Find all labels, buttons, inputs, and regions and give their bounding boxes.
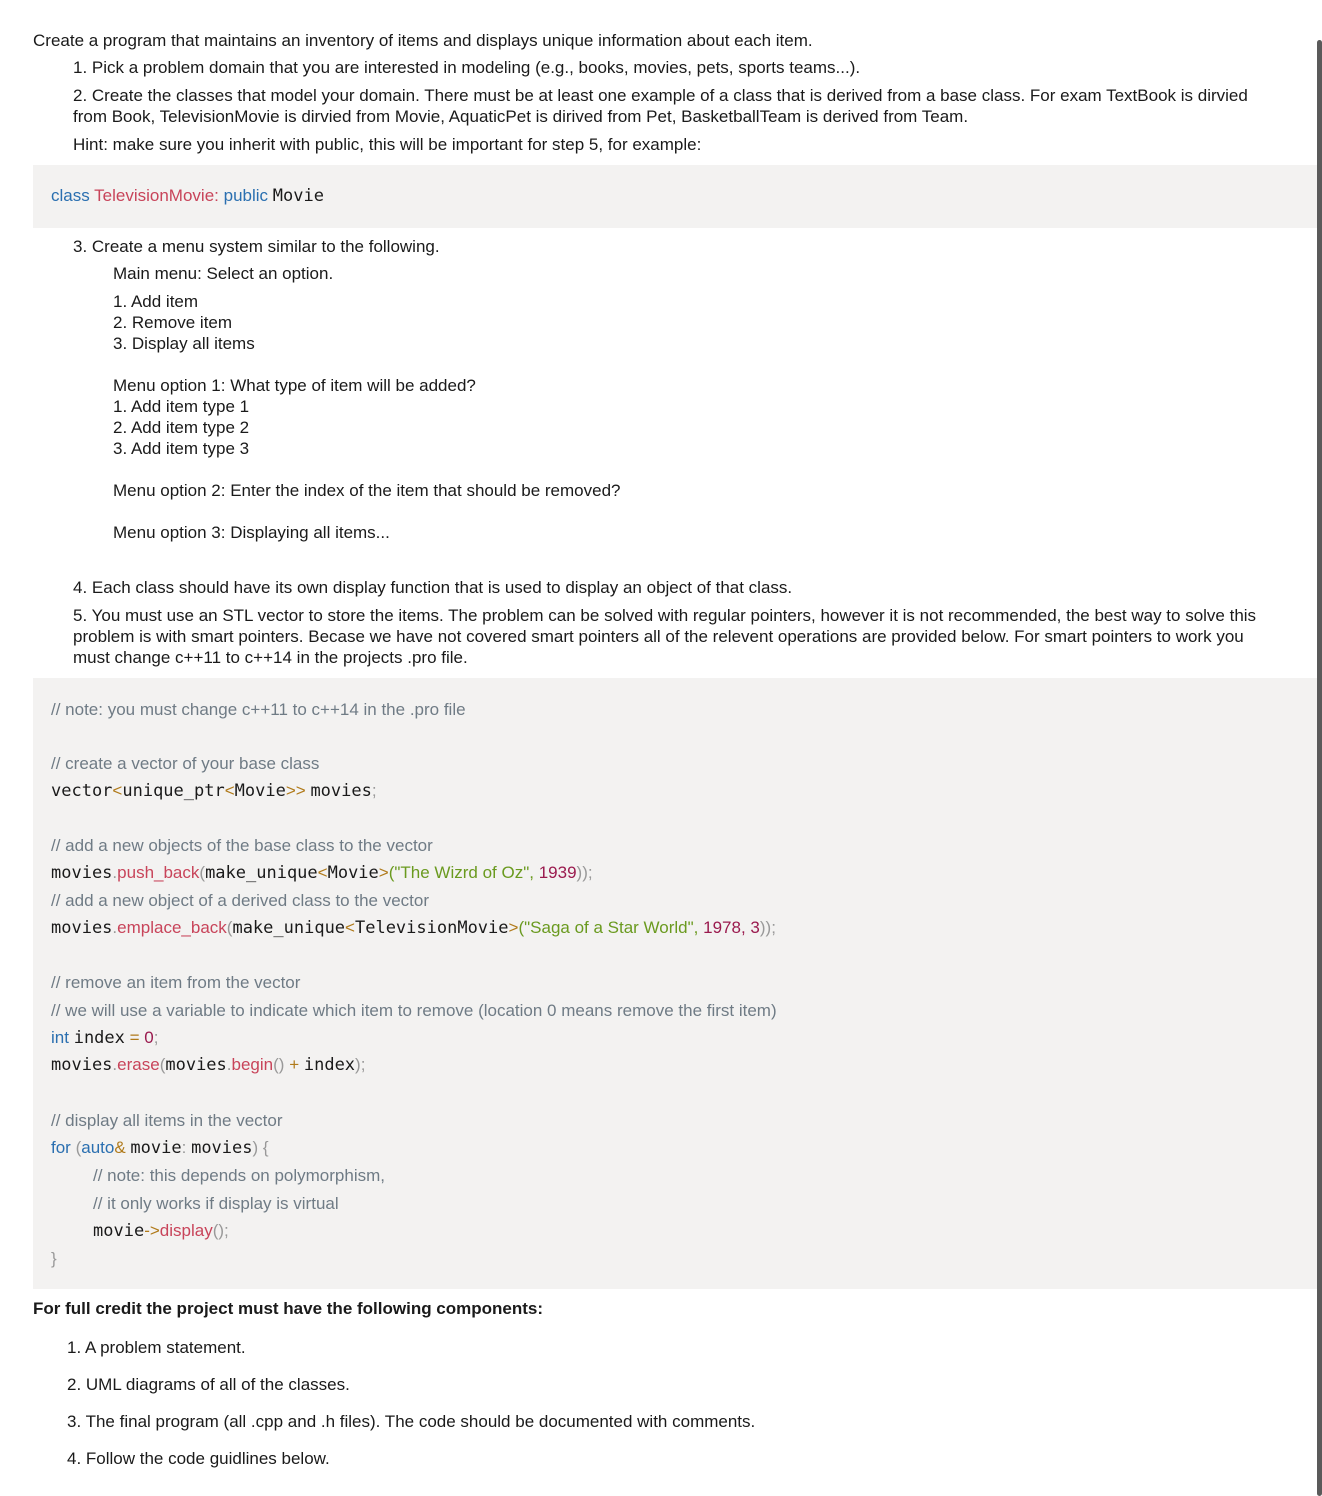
code-token: 1978, [703, 918, 746, 937]
window-edge [1317, 40, 1322, 1496]
code-token: { [262, 1138, 269, 1157]
code-keyword-class: class [51, 186, 90, 205]
code-token: + [289, 1055, 300, 1074]
step-4: 4. Each class should have its own display function that is used to display an object of that class. [73, 578, 793, 597]
code-comment: // display all items in the vector [51, 1111, 283, 1130]
code-token: movie [93, 1221, 145, 1241]
menu-option-2: Menu option 2: Enter the index of the item that should be removed? [113, 481, 621, 500]
code-token: ("Saga of a Star World", [518, 918, 699, 937]
code-line-vector-decl [51, 781, 377, 801]
step-1: 1. Pick a problem domain that you are interested in modeling (e.g., books, movies, pets, sports teams...). [73, 58, 861, 77]
code-line-push-back [51, 863, 593, 883]
code-token: = [129, 1028, 140, 1047]
code-token: movies [51, 1055, 113, 1075]
code-token: & [114, 1138, 126, 1157]
menu-main-item: 1. Add item [113, 292, 199, 311]
code-token: >> [285, 781, 306, 800]
code-token: . [112, 918, 118, 937]
code-comment: // add a new object of a derived class to the vector [51, 891, 429, 910]
intro-text: Create a program that maintains an inventory of items and displays unique information about each item. [33, 31, 813, 50]
step-5-line-3: must change c++11 to c++14 in the projects .pro file. [73, 648, 468, 667]
code-token: erase [117, 1055, 160, 1074]
code-token: ( [226, 918, 233, 937]
menu-main-item: 2. Remove item [113, 313, 233, 332]
menu-option-1-title: Menu option 1: What type of item will be added? [113, 376, 476, 395]
menu-option-1-item: 3. Add item type 3 [113, 439, 250, 458]
code-token: TelevisionMovie [354, 918, 509, 938]
credit-heading: For full credit the project must have the following components: [33, 1299, 544, 1318]
code-token: 1939 [538, 863, 577, 882]
code-token: } [51, 1249, 57, 1268]
code-token: )); [759, 918, 776, 937]
code-block-smart-pointers [33, 678, 1322, 1289]
code-line-display-call [93, 1221, 229, 1241]
code-token: ( [159, 1055, 166, 1074]
menu-main-title: Main menu: Select an option. [113, 264, 334, 283]
code-token: ) [252, 1138, 259, 1157]
code-line-int-index [51, 1028, 159, 1048]
code-token: movies [51, 918, 113, 938]
code-token: begin [231, 1055, 274, 1074]
step-2-line-1: 2. Create the classes that model your domain. There must be at least one example of a class that is derived from a base class. For exam TextBook is dirvied [73, 86, 1248, 105]
code-token: < [224, 781, 235, 800]
code-token: -> [144, 1221, 160, 1240]
code-token: emplace_back [117, 918, 227, 937]
code-comment: // note: you must change c++11 to c++14 in the .pro file [51, 700, 466, 719]
code-comment: // we will use a variable to indicate which item to remove (location 0 means remove the first item) [51, 1001, 777, 1020]
step-2-line-2: from Book, TelevisionMovie is dirvied from Movie, AquaticPet is dirived from Pet, BasketballTeam is derived from Team. [73, 107, 969, 126]
code-comment: // create a vector of your base class [51, 754, 320, 773]
code-line-erase [51, 1055, 365, 1075]
code-token: movies [165, 1055, 227, 1075]
code-class-name: TelevisionMovie: [94, 186, 219, 205]
code-line-class-decl [51, 186, 324, 206]
step-5-line-2: problem is with smart pointers. Becase we have not covered smart pointers all of the relevent operations are provided below. For smart pointers to work you [73, 627, 1244, 646]
code-token: movies [191, 1138, 253, 1158]
code-token: display [159, 1221, 213, 1240]
step-5-line-1: 5. You must use an STL vector to store the items. The problem can be solved with regular pointers, however it is not recommended, the best way to solve this [73, 606, 1257, 625]
code-token: ( [75, 1138, 82, 1157]
code-token: movies [310, 781, 372, 801]
code-token: vector [51, 781, 113, 801]
code-block-inheritance [33, 165, 1322, 228]
code-token: . [226, 1055, 232, 1074]
code-token: Movie [234, 781, 286, 801]
code-token: push_back [117, 863, 200, 882]
hint-text: Hint: make sure you inherit with public, this will be important for step 5, for example: [73, 135, 702, 154]
credit-item: 1. A problem statement. [67, 1338, 246, 1357]
code-token: . [112, 1055, 118, 1074]
menu-main-item: 3. Display all items [113, 334, 255, 353]
code-token: int [51, 1028, 69, 1047]
code-token: unique_ptr [122, 781, 225, 801]
credit-item: 4. Follow the code guidlines below. [67, 1449, 330, 1468]
code-token: index [303, 1055, 356, 1075]
code-comment: // note: this depends on polymorphism, [93, 1166, 385, 1185]
code-token: ; [371, 781, 377, 800]
code-token: < [345, 918, 355, 937]
code-token: . [112, 863, 118, 882]
code-token: < [317, 863, 328, 882]
menu-option-1-item: 2. Add item type 2 [113, 418, 250, 437]
code-line-emplace-back [51, 918, 776, 938]
code-comment: // add a new objects of the base class to the vector [51, 836, 433, 855]
code-token: ; [153, 1028, 159, 1047]
menu-option-3: Menu option 3: Displaying all items... [113, 523, 390, 542]
code-keyword-public: public [223, 186, 269, 205]
code-token: () [273, 1055, 285, 1074]
code-comment: // remove an item from the vector [51, 973, 301, 992]
menu-option-1-item: 1. Add item type 1 [113, 397, 250, 416]
code-token: movie [130, 1138, 182, 1158]
code-token: (); [212, 1221, 229, 1240]
code-token: 3 [750, 918, 760, 937]
code-token: for [51, 1138, 71, 1157]
code-token: make_unique [205, 863, 318, 883]
code-token: > [508, 918, 519, 937]
code-token: > [378, 863, 389, 882]
code-token: ( [199, 863, 206, 882]
code-token: make_unique [232, 918, 346, 938]
credit-item: 3. The final program (all .cpp and .h files). The code should be documented with comments. [67, 1412, 756, 1431]
code-token: Movie [327, 863, 379, 883]
code-comment: // it only works if display is virtual [93, 1194, 339, 1213]
code-line-for-loop [51, 1138, 269, 1158]
code-base-class: Movie [272, 186, 324, 206]
code-token: 0 [144, 1028, 154, 1047]
code-token: )); [576, 863, 593, 882]
step-3: 3. Create a menu system similar to the following. [73, 237, 440, 256]
code-token: : [181, 1138, 187, 1157]
code-token: ("The Wizrd of Oz", [388, 863, 534, 882]
code-token: auto [81, 1138, 115, 1157]
credit-item: 2. UML diagrams of all of the classes. [67, 1375, 350, 1394]
code-token: movies [51, 863, 113, 883]
code-token: < [112, 781, 123, 800]
code-token: index [73, 1028, 125, 1048]
code-token: ); [355, 1055, 366, 1074]
